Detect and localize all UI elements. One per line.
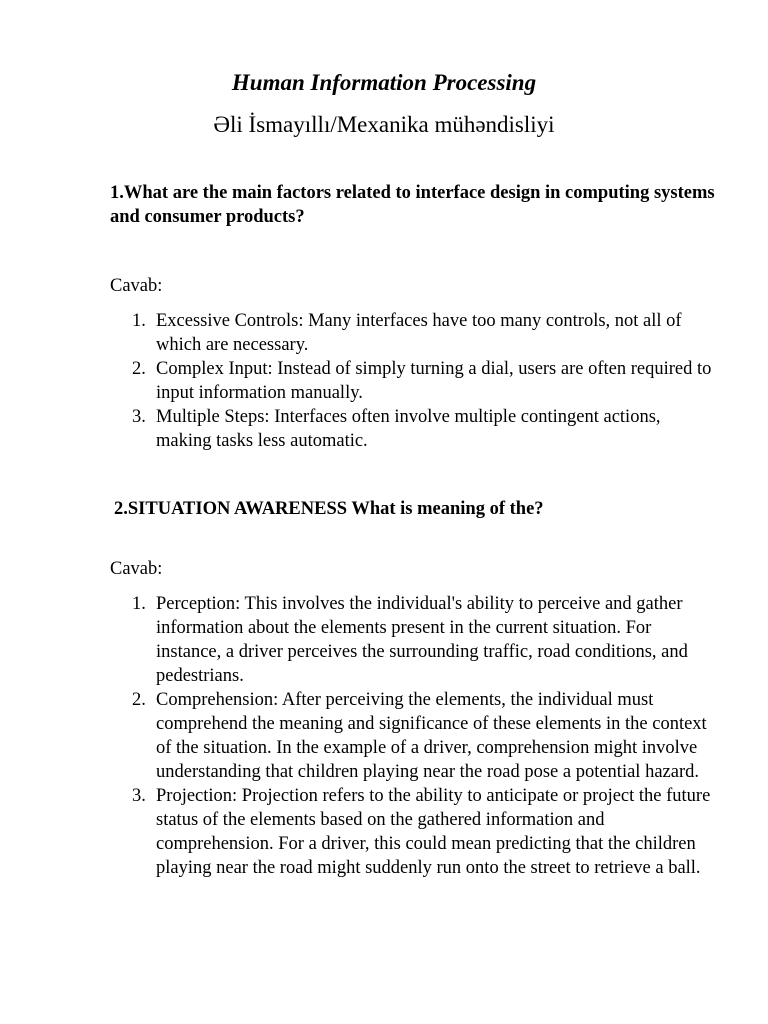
list-item-text: Excessive Controls: Many interfaces have too many controls, not all of which are necessary. [156,311,682,355]
list-item [110,309,720,357]
list-item-text: Comprehension: After perceiving the elements, the individual must comprehend the meaning and significance of these elements in the context of the situation. In the example of a driver, comprehension might involve understanding that children playing near the road pose a potential hazard. [156,690,707,782]
answer-label-2: Cavab: [110,559,163,579]
list-item [110,688,720,784]
question-1: 1.What are the main factors related to interface design in computing systems and consumer products? [110,183,715,227]
list-item-number: 1. [132,311,146,331]
list-item [110,592,720,688]
question-2: 2.SITUATION AWARENESS What is meaning of the? [114,499,544,519]
list-item-text: Multiple Steps: Interfaces often involve multiple contingent actions, making tasks less automatic. [156,407,661,451]
list-item-number: 2. [132,690,146,710]
document-title: Human Information Processing [231,70,537,95]
list-item-text: Projection: Projection refers to the ability to anticipate or project the future status of the elements based on the gathered information and comprehension. For a driver, this could mean predicting that the children playing near the road might suddenly run onto the street to retrieve a ball. [156,786,711,878]
answer-list-2 [110,592,720,880]
list-item [110,357,720,405]
list-item-number: 2. [132,359,146,379]
answer-label-1: Cavab: [110,276,163,296]
list-item-text: Perception: This involves the individual's ability to perceive and gather information about the elements present in the current situation. For instance, a driver perceives the surrounding traffic, road conditions, and pedestrians. [156,594,688,686]
list-item-text: Complex Input: Instead of simply turning a dial, users are often required to input information manually. [156,359,712,403]
list-item [110,784,720,880]
list-item [110,405,720,453]
list-item-number: 3. [132,407,146,427]
author-line: Əli İsmayıllı/Mexanika mühəndisliyi [213,112,555,137]
list-item-number: 3. [132,786,146,806]
answer-list-1 [110,309,720,453]
list-item-number: 1. [132,594,146,614]
